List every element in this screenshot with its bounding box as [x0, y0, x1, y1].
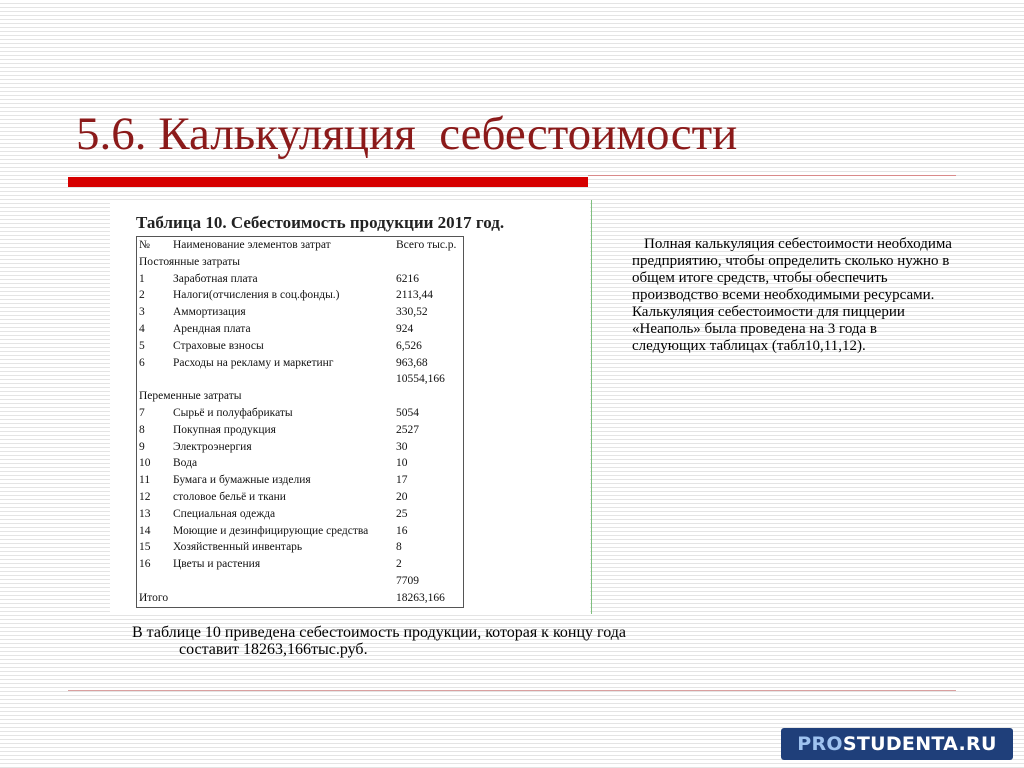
row-value: 16 [396, 524, 408, 537]
row-num: 1 [139, 272, 145, 285]
header-total: Всего тыс.р. [396, 239, 457, 251]
row-name: Цветы и растения [173, 558, 261, 571]
row-value: 17 [396, 474, 408, 487]
row-num: 3 [139, 306, 145, 319]
cost-table [136, 236, 464, 608]
header-num: № [139, 239, 150, 251]
row-name: Вода [173, 457, 198, 470]
table-row [137, 321, 463, 338]
header-name: Наименование элементов затрат [173, 239, 331, 251]
watermark-suffix: STUDENTA.RU [842, 733, 997, 755]
row-num: 4 [139, 322, 145, 335]
row-name: Расходы на рекламу и маркетинг [173, 356, 334, 369]
row-value: 5054 [396, 406, 419, 419]
table-row [137, 355, 463, 372]
row-name: Заработная плата [173, 272, 258, 285]
table-body [137, 254, 463, 607]
table-row [137, 287, 463, 304]
row-num: 12 [139, 490, 151, 503]
table-row [137, 455, 463, 472]
slide-title: 5.6. Калькуляция себестоимости [76, 108, 738, 160]
row-value: 25 [396, 507, 408, 520]
table-row [137, 371, 463, 388]
row-num: 10 [139, 457, 151, 470]
row-value: 10554,166 [396, 373, 445, 386]
row-value: 6216 [396, 272, 419, 285]
table-row [137, 304, 463, 321]
row-value: 963,68 [396, 356, 428, 369]
row-num: 6 [139, 356, 145, 369]
row-num: 11 [139, 474, 151, 487]
table-row [137, 338, 463, 355]
table-row [137, 506, 463, 523]
table-row [137, 556, 463, 573]
panel-divider [591, 200, 592, 614]
row-name: Налоги(отчисления в соц.фонды.) [173, 289, 340, 302]
table-row [137, 539, 463, 556]
row-name: Сырьё и полуфабрикаты [173, 406, 293, 419]
section-label: Переменные затраты [139, 390, 242, 403]
table-row [137, 405, 463, 422]
table-section-row [137, 254, 463, 271]
table-row [137, 573, 463, 590]
row-num: Итого [139, 591, 169, 604]
row-num: 14 [139, 524, 151, 537]
footer-divider [68, 690, 956, 691]
row-value: 2113,44 [396, 289, 433, 302]
row-name: Арендная плата [173, 322, 251, 335]
row-name: Электроэнергия [173, 440, 252, 453]
row-num: 13 [139, 507, 151, 520]
row-num: 5 [139, 339, 145, 352]
row-num: 9 [139, 440, 145, 453]
title-underline-bar [68, 177, 588, 187]
row-name: Специальная одежда [173, 507, 276, 520]
row-value: 8 [396, 541, 402, 554]
table-row [137, 523, 463, 540]
row-name: Бумага и бумажные изделия [173, 474, 311, 487]
row-num: 8 [139, 423, 145, 436]
row-name: Аммортизация [173, 306, 246, 319]
row-name: Покупная продукция [173, 423, 276, 436]
row-num: 2 [139, 289, 145, 302]
row-name: Моющие и дезинфицирующие средства [173, 524, 369, 537]
calculation-description: Полная калькуляция себестоимости необходима предприятию, чтобы определить сколько нужно в общем итоге средств, чтобы обеспечить производство всеми необходимыми ресурсами. Калькуляция себестоимости для пиццерии «Неаполь» была проведена на 3 года в следующих таблицах (табл10,11,12). [632, 236, 952, 354]
row-value: 330,52 [396, 306, 428, 319]
table-row [137, 422, 463, 439]
watermark-prefix: PRO [797, 733, 843, 755]
row-value: 20 [396, 490, 408, 503]
row-value: 18263,166 [396, 591, 445, 604]
row-num: 16 [139, 558, 151, 571]
table-row [137, 590, 463, 607]
row-value: 924 [396, 322, 414, 335]
table-row [137, 472, 463, 489]
row-value: 7709 [396, 574, 419, 587]
site-watermark-logo[interactable] [781, 728, 1013, 760]
table-caption: Таблица 10. Себестоимость продукции 2017 год. [136, 213, 505, 232]
table-section-row [137, 388, 463, 405]
table-note: В таблице 10 приведена себестоимость продукции, которая к концу года составит 18263,166тыс.руб. [132, 624, 626, 658]
table-row [137, 271, 463, 288]
row-value: 2527 [396, 423, 419, 436]
row-num: 15 [139, 541, 151, 554]
row-value: 6,526 [396, 339, 422, 352]
row-name: столовое бельё и ткани [173, 490, 286, 503]
row-name: Страховые взносы [173, 339, 264, 352]
table-header-row [137, 237, 463, 254]
table-row [137, 489, 463, 506]
row-value: 30 [396, 440, 408, 453]
row-num: 7 [139, 406, 145, 419]
table-row [137, 439, 463, 456]
title-underline-thin [588, 175, 956, 176]
row-value: 10 [396, 457, 408, 470]
row-name: Хозяйственный инвентарь [173, 541, 303, 554]
row-value: 2 [396, 558, 402, 571]
section-label: Постоянные затраты [139, 255, 240, 268]
